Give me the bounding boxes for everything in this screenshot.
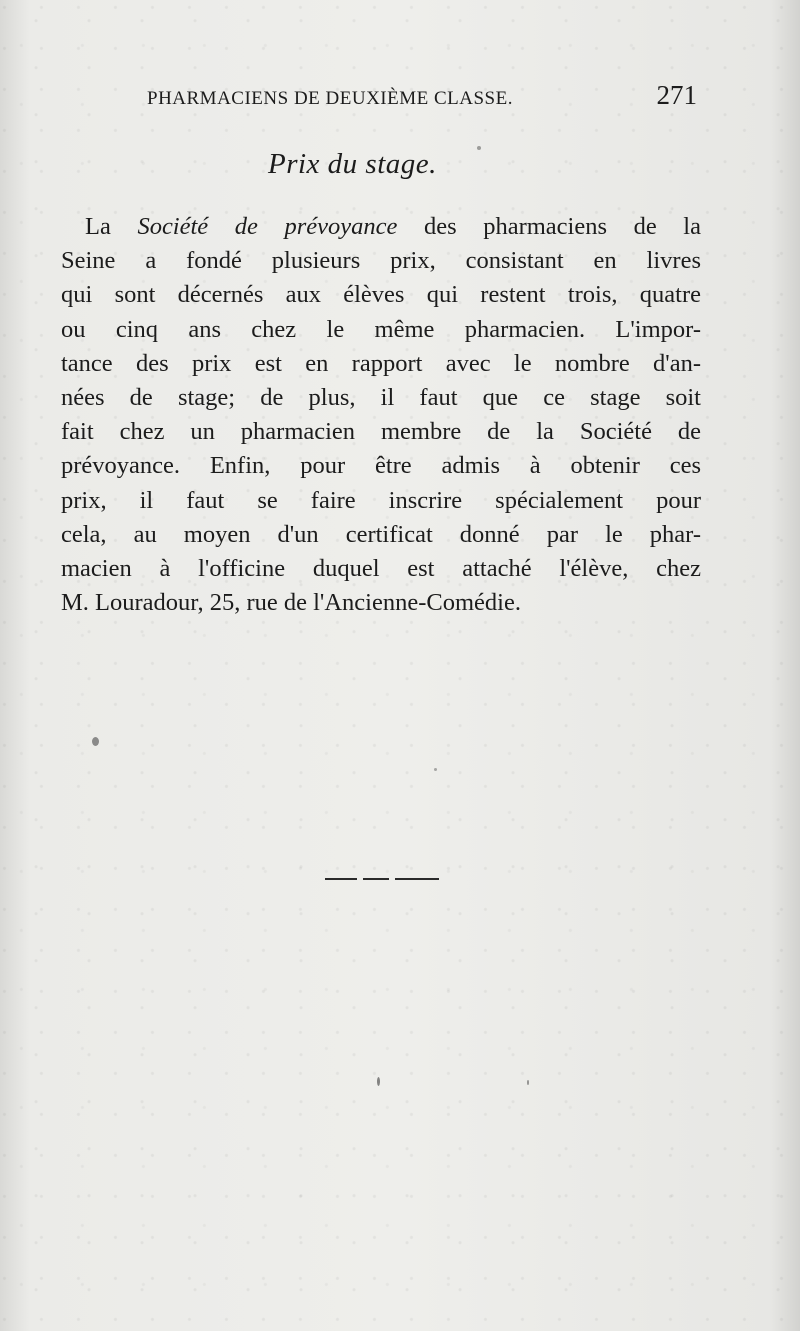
paragraph-line: macien à l'officine duquel est attaché l'élève, chez xyxy=(61,554,701,582)
running-head xyxy=(147,82,697,116)
paragraph-line: cela, au moyen d'un certificat donné par le phar- xyxy=(61,520,701,548)
body-paragraph xyxy=(61,210,701,620)
paper-speck xyxy=(477,146,481,150)
paper-speck xyxy=(527,1080,529,1085)
paragraph-line: tance des prix est en rapport avec le nombre d'an- xyxy=(61,349,701,377)
paragraph-line: Seine a fondé plusieurs prix, consistant en livres xyxy=(61,247,701,275)
paragraph-line: M. Louradour, 25, rue de l'Ancienne-Comédie. xyxy=(61,589,521,617)
page-number: 271 xyxy=(656,80,697,110)
line-segment: des pharmaciens de la xyxy=(397,213,701,240)
section-title: Prix du stage. xyxy=(268,148,437,180)
paragraph-line: fait chez un pharmacien membre de la Société de xyxy=(61,418,701,446)
paragraph-line: nées de stage; de plus, il faut que ce stage soit xyxy=(61,383,701,411)
paper-speck xyxy=(92,737,99,746)
paragraph-line: prévoyance. Enfin, pour être admis à obtenir ces xyxy=(61,452,701,480)
paragraph-line: ou cinq ans chez le même pharmacien. L'impor- xyxy=(61,315,701,343)
paragraph-line xyxy=(61,210,701,244)
paper-speck xyxy=(434,768,437,771)
end-rule-divider xyxy=(325,876,439,884)
paragraph-line: prix, il faut se faire inscrire spécialement pour xyxy=(61,486,701,514)
paper-speck xyxy=(377,1077,380,1086)
running-title: PHARMACIENS DE DEUXIÈME CLASSE. xyxy=(147,88,513,109)
line-segment: La xyxy=(85,213,138,240)
paragraph-line: qui sont décernés aux élèves qui restent trois, quatre xyxy=(61,281,701,309)
italic-phrase: Société de prévoyance xyxy=(137,213,398,240)
